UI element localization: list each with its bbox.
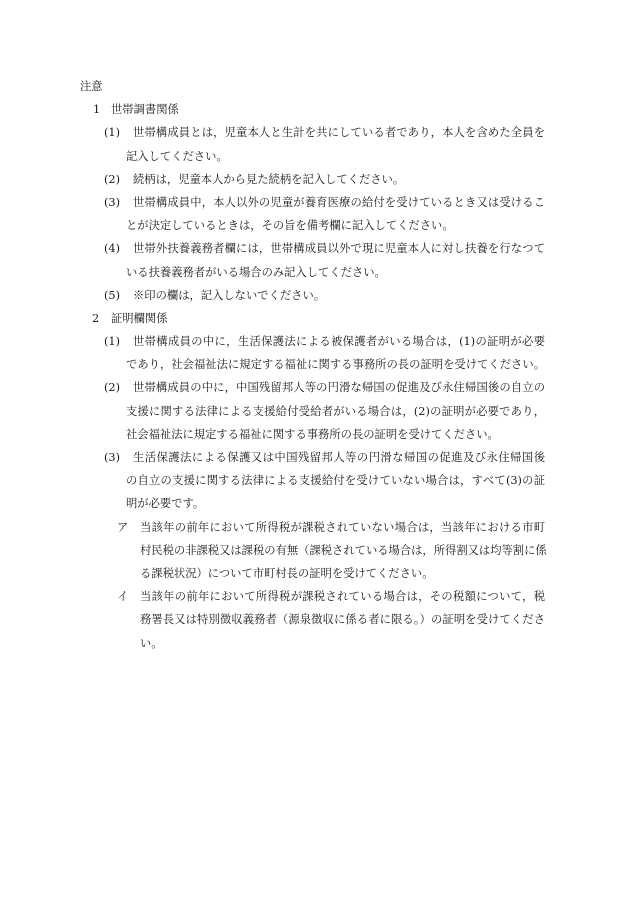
list-item-continuation: [0, 214, 630, 237]
item-text-line: 世帯構成員中，本人以外の児童が養育医療の給付を受けているとき又は受けるこ: [133, 195, 545, 209]
item-text-line: 記入してください。: [126, 149, 228, 163]
subitem-text-line: る課税状況）について市町村長の証明を受けてください。: [140, 566, 434, 580]
subitem-label: イ: [117, 590, 129, 604]
item-text-line: いる扶養義務者がいる場合のみ記入してください。: [126, 265, 386, 279]
item-text-line: 明が必要です。: [126, 497, 205, 511]
item-label: (2): [104, 381, 121, 395]
list-item: [0, 121, 630, 144]
section-title: 世帯調書関係: [111, 103, 179, 117]
sub-item-continuation: [0, 608, 630, 631]
list-item: [0, 446, 630, 469]
item-label: (4): [104, 242, 121, 256]
subitem-text-line: 当該年の前年において所得税が課税されている場合は，その税額について，税: [140, 590, 545, 604]
section-heading: [0, 307, 630, 330]
item-text-line: 生活保護法による保護又は中国残留邦人等の円滑な帰国の促進及び永住帰国後: [133, 451, 545, 464]
section-number: 1: [93, 103, 101, 117]
sub-item-continuation: [0, 539, 630, 562]
item-text-line: 社会福祉法に規定する福祉に関する事務所の長の証明を受けてください。: [126, 427, 499, 441]
item-text-line: ※印の欄は，記入しないでください。: [133, 288, 326, 302]
item-text-line: の自立の支援に関する法律による支援給付を受けていない場合は，すべて(3)の証: [126, 474, 545, 488]
subitem-text-line: い。: [140, 636, 163, 650]
list-item: [0, 191, 630, 214]
subitem-text-line: 村民税の非課税又は課税の有無（課税されている場合は，所得割又は均等割に係: [140, 543, 547, 557]
item-label: (5): [104, 288, 121, 302]
section-heading: [0, 98, 630, 121]
item-text-line: 世帯構成員とは，児童本人と生計を共にしている者であり，本人を含めた全員を: [133, 126, 545, 140]
item-text-line: 世帯構成員の中に，生活保護法による被保護者がいる場合は，(1)の証明が必要: [133, 335, 545, 349]
item-label: (2): [104, 172, 121, 186]
list-item-continuation: [0, 423, 630, 446]
list-item: [0, 376, 630, 399]
notes-heading: 注意: [80, 80, 103, 93]
section-title: 証明欄関係: [111, 311, 168, 325]
subitem-text-line: 当該年の前年において所得税が課税されていない場合は，当該年における市町: [140, 520, 545, 534]
notes-body: [0, 75, 630, 655]
item-text-line: であり，社会福祉法に規定する福祉に関する事務所の長の証明を受けてください。: [126, 358, 545, 372]
list-item-continuation: [0, 469, 630, 492]
item-text-line: 支援に関する法律による支援給付受給者がいる場合は，(2)の証明が必要であり，: [126, 404, 545, 418]
item-text-line: 世帯外扶養義務者欄には，世帯構成員以外で現に児童本人に対し扶養を行なつて: [133, 242, 545, 256]
subitem-text-line: 務署長又は特別徴収義務者（源泉徴収に係る者に限る。）の証明を受けてくださ: [140, 613, 545, 627]
sub-item-continuation: [0, 632, 630, 655]
item-text-line: 続柄は，児童本人から見た続柄を記入してください。: [133, 172, 405, 186]
item-label: (3): [104, 451, 121, 464]
sub-item: [0, 516, 630, 539]
list-item-continuation: [0, 400, 630, 423]
item-label: (1): [104, 335, 121, 349]
list-item-continuation: [0, 492, 630, 515]
sub-item: [0, 585, 630, 608]
list-item: [0, 237, 630, 260]
list-item-continuation: [0, 353, 630, 376]
list-item-continuation: [0, 261, 630, 284]
item-label: (3): [104, 195, 121, 209]
subitem-label: ア: [117, 520, 129, 534]
list-item: [0, 330, 630, 353]
list-item-continuation: [0, 145, 630, 168]
sub-item-continuation: [0, 562, 630, 585]
list-item: [0, 168, 630, 191]
list-item: [0, 284, 630, 307]
item-text-line: とが決定しているときは，その旨を備考欄に記入してください。: [126, 219, 454, 233]
notes-heading-line: [0, 75, 630, 98]
item-text-line: 世帯構成員の中に，中国残留邦人等の円滑な帰国の促進及び永住帰国後の自立の: [133, 381, 545, 395]
item-label: (1): [104, 126, 121, 140]
section-number: 2: [92, 311, 100, 325]
